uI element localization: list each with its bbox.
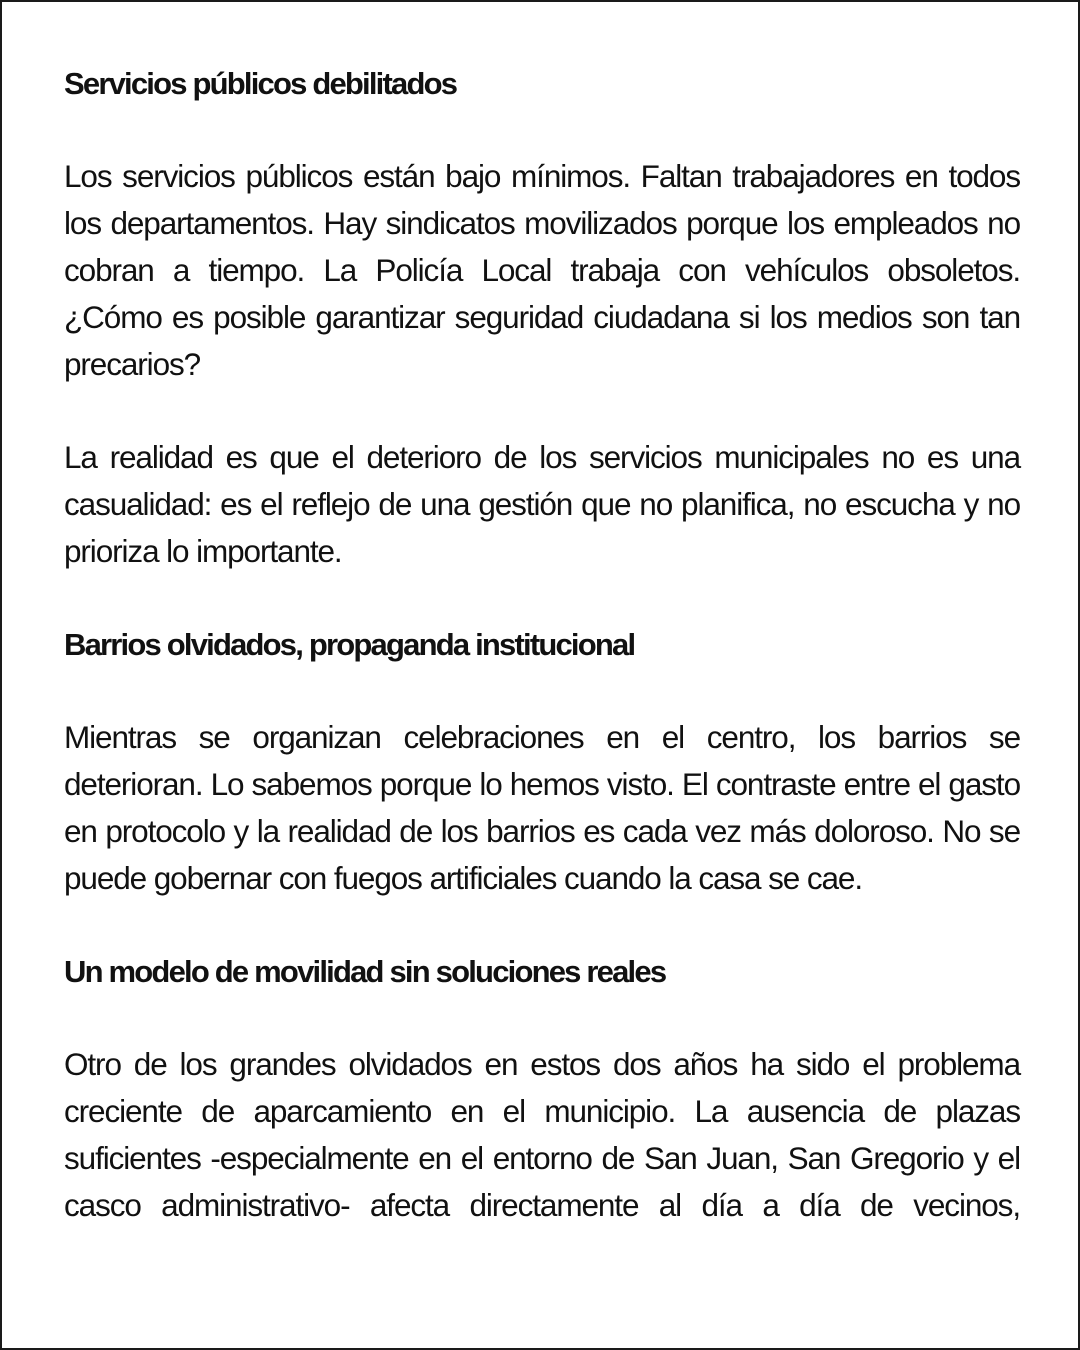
paragraph: Otro de los grandes olvidados en estos dos años ha sido el problema creciente de aparcamiento en el municipio. La ausencia de plazas suficientes -especialmente en el entorno de San Juan, San Gregorio y el casco administrativo- afecta directamente al día a día de vecinos, (64, 1046, 1020, 1223)
paragraph: La realidad es que el deterioro de los servicios municipales no es una casualidad: es el reflejo de una gestión que no planifica, no escucha y no prioriza lo importante. (64, 439, 1020, 569)
paragraph: Los servicios públicos están bajo mínimos. Faltan trabajadores en todos los departamentos. Hay sindicatos movilizados porque los empleados no cobran a tiempo. La Policía Local trabaja con vehículos obsoletos. ¿Cómo es posible garantizar seguridad ciudadana si los medios son tan precarios? (64, 158, 1020, 382)
section-heading-barrios: Barrios olvidados, propaganda institucional (64, 627, 635, 662)
paragraph: Mientras se organizan celebraciones en el centro, los barrios se deterioran. Lo sabemos porque lo hemos visto. El contraste entre el gasto en protocolo y la realidad de los barrios es cada vez más doloroso. No se puede gobernar con fuegos artificiales cuando la casa se cae. (64, 719, 1020, 896)
section-heading-servicios: Servicios públicos debilitados (64, 66, 457, 101)
document-body (64, 60, 1020, 1275)
section-heading-movilidad: Un modelo de movilidad sin soluciones reales (64, 954, 666, 989)
